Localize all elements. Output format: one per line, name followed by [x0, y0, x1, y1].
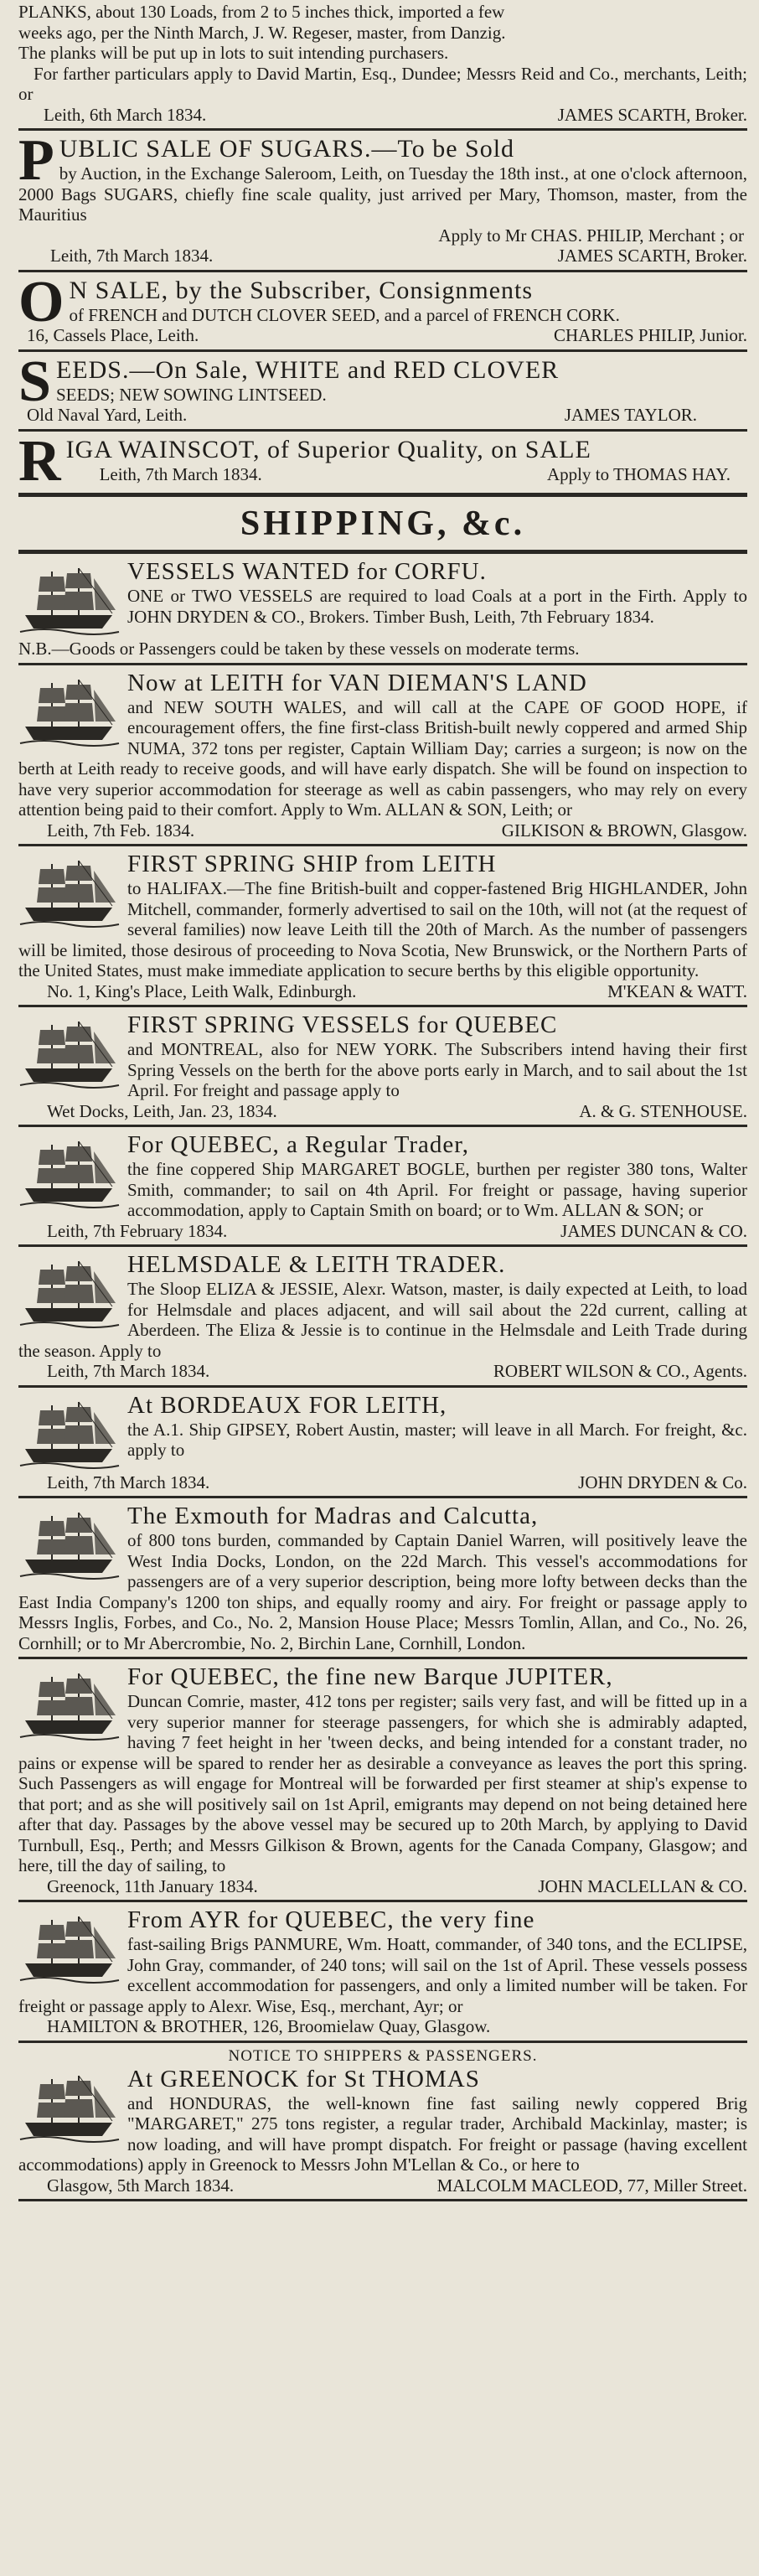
shipping-advert	[18, 1131, 747, 1241]
advert-signature	[18, 1361, 747, 1382]
advert-body: ONE or TWO VESSELS are required to load Coals at a port in the Firth. Apply to JOHN DRYDEN & CO., Brokers. Timber Bush, Leith, 7th February 1834.	[127, 586, 747, 627]
advert-body: Duncan Comrie, master, 412 tons per register; sails very fast, and will be fitted up in a very superior manner for steerage passengers, for which she is admirably adapted, having 7 feet height in her 'tween decks, and being intended for a constant trader, no pains or expense will be spared to render her as desirable a conveyance as leaves the port this spring. Such Passengers as will engage for Montreal will be forwarded per first steamer at ship's expense to that port; and as she will positively sail on 1st April, emigrants may depend on not being detained here after that day. Passages by the above vessel may be secured up to 20th March, by applying to David Turnbull, Esq., Perth; and Messrs Gilkison & Brown, agents for the Canada Company, Glasgow; and here, till the day of sailing, to	[18, 1691, 747, 1875]
shipping-advert	[18, 1392, 747, 1493]
sugars-signature	[18, 246, 747, 266]
planks-line4: For farther particulars apply to David Martin, Esq., Dundee; Messrs Reid and Co., merchants, Leith; or	[18, 63, 747, 104]
planks-line1: PLANKS, about 130 Loads, from 2 to 5 inches thick, imported a few	[18, 2, 505, 22]
advert-heading: HELMSDALE & LEITH TRADER.	[127, 1251, 506, 1278]
seeds-heading: EEDS.—On Sale, WHITE and RED CLOVER	[55, 355, 560, 384]
sugars-drop-cap: P	[18, 128, 54, 193]
sugars-body: by Auction, in the Exchange Saleroom, Leith, on Tuesday the 18th inst., at one o'clock afternoon, 2000 Bags SUGARS, chiefly fine scale quality, just arrived per Mary, Thomson, master, from the Mauritius	[18, 163, 747, 225]
seeds-advert	[18, 349, 747, 426]
divider	[18, 1657, 747, 1659]
advert-signature	[18, 820, 747, 841]
divider	[18, 270, 747, 272]
clover-signature	[18, 325, 747, 346]
shipping-advert	[18, 2047, 747, 2196]
ship-icon	[18, 2069, 121, 2146]
ship-icon	[18, 854, 121, 931]
advert-sign-left: No. 1, King's Place, Leith Walk, Edinburgh.	[47, 980, 357, 1001]
divider	[18, 844, 747, 846]
advert-signature	[18, 2016, 747, 2037]
shipping-section-title: SHIPPING, &c.	[240, 504, 526, 543]
ship-icon	[18, 1667, 121, 1744]
riga-signature	[66, 464, 747, 485]
advert-sign-right: MALCOLM MACLEOD, 77, Miller Street.	[436, 2175, 747, 2196]
riga-heading: IGA WAINSCOT, of Superior Quality, on SALE	[65, 435, 591, 463]
ship-icon	[18, 1506, 121, 1583]
advert-sign-left: Greenock, 11th January 1834.	[47, 1875, 258, 1896]
sugars-sign-right: JAMES SCARTH, Broker.	[557, 246, 747, 266]
advert-notice: NOTICE TO SHIPPERS & PASSENGERS.	[228, 2046, 538, 2065]
advert-heading: For QUEBEC, the fine new Barque JUPITER,	[127, 1663, 613, 1690]
advert-heading: Now at LEITH for VAN DIEMAN'S LAND	[127, 669, 587, 696]
ship-icon	[18, 561, 121, 639]
divider	[18, 429, 747, 432]
sugars-advert	[18, 128, 747, 266]
divider	[18, 663, 747, 665]
ship-icon	[18, 673, 121, 750]
riga-drop-cap: R	[18, 428, 61, 494]
clover-heading: N SALE, by the Subscriber, Consignments	[69, 276, 534, 304]
sugars-apply-text: Apply to Mr CHAS. PHILIP, Merchant ; or	[438, 225, 744, 246]
ship-icon	[18, 1135, 121, 1212]
advert-body: The Sloop ELIZA & JESSIE, Alexr. Watson, master, is daily expected at Leith, to load for Helmsdale and places adjacent, and will sail about the 22d current, calling at Aberdeen. The Eliza & Jessie is to continue in the Helmsdale and Leith Trade during the season. Apply to	[18, 1279, 747, 1361]
sugars-sign-left: Leith, 7th March 1834.	[50, 246, 214, 266]
divider	[18, 1005, 747, 1007]
advert-body: to HALIFAX.—The fine British-built and copper-fastened Brig HIGHLANDER, John Mitchell, commander, formerly advertised to sail on the 10th, will not (at the request of several families) now leave Leith till the 20th of March. As the number of passengers will be limited, those desirous of proceeding to Nova Scotia, New Brunswick, or the Northern Parts of the United States, must make immediate application to secure berths by this eligible opportunity.	[18, 878, 747, 980]
planks-signature	[18, 105, 747, 126]
riga-advert	[18, 428, 747, 494]
ship-icon	[18, 1910, 121, 1987]
divider	[18, 1125, 747, 1127]
shipping-advert	[18, 1251, 747, 1382]
advert-body: and MONTREAL, also for NEW YORK. The Subscribers intend having their first Spring Vessels on the berth for the above ports early in March, and to sail about the 1st April. For freight and passage apply to	[127, 1039, 747, 1100]
advert-body: and NEW SOUTH WALES, and will call at the CAPE OF GOOD HOPE, if encouragement offers, the fine first-class British-built newly coppered and armed Ship NUMA, 372 tons per register, Captain William Day; carries a surgeon; is now on the berth at Leith ready to receive goods, and will have early dispatch. She will be found on inspection to have very superior accommodation for steerage as well as cabin passengers, who may rely on every attention being paid to their comfort. Apply to Wm. ALLAN & SON, Leith; or	[18, 696, 747, 820]
riga-sign-right: Apply to THOMAS HAY.	[547, 463, 731, 484]
advert-sign-left: Leith, 7th March 1834.	[47, 1472, 210, 1492]
seeds-signature	[18, 405, 747, 426]
advert-heading: From AYR for QUEBEC, the very fine	[127, 1906, 535, 1933]
shipping-advert	[18, 1663, 747, 1896]
shipping-advert	[18, 1503, 747, 1653]
advert-note: N.B.—Goods or Passengers could be taken by these vessels on moderate terms.	[18, 639, 580, 659]
advert-sign-right: JOHN MACLELLAN & CO.	[538, 1875, 747, 1896]
advert-body: the fine coppered Ship MARGARET BOGLE, burthen per register 380 tons, Walter Smith, commander; to sail on 4th April. For freight or passage, having superior accommodation, apply to Captain Smith on board; or to Wm. ALLAN & SON; or	[127, 1159, 747, 1220]
advert-sign-right: ROBERT WILSON & CO., Agents.	[493, 1361, 747, 1381]
planks-sign-left: Leith, 6th March 1834.	[44, 104, 207, 125]
shipping-advert	[18, 1011, 747, 1121]
planks-advert	[18, 0, 747, 125]
seeds-drop-cap: S	[18, 349, 51, 414]
clover-drop-cap: O	[18, 269, 65, 334]
sugars-apply	[18, 225, 747, 246]
planks-line3: The planks will be put up in lots to suit intending purchasers.	[18, 43, 449, 63]
riga-sign-left: Leith, 7th March 1834.	[99, 463, 262, 484]
advert-signature	[18, 1472, 747, 1493]
clover-sign-right: CHARLES PHILIP, Junior.	[553, 325, 747, 345]
advert-body: fast-sailing Brigs PANMURE, Wm. Hoatt, commander, of 340 tons, and the ECLIPSE, John Gray, commander, of 240 tons; will sail on the 1st of April. These vessels possess excellent accommodation for passengers, and only a limited number will be taken. For freight or passage apply to Alexr. Wise, Esq., merchant, Ayr; or	[18, 1934, 747, 2016]
divider	[18, 1244, 747, 1247]
seeds-sign-left: Old Naval Yard, Leith.	[27, 405, 188, 425]
advert-sign-right: GILKISON & BROWN, Glasgow.	[501, 820, 747, 841]
advert-heading: FIRST SPRING SHIP from LEITH	[127, 851, 497, 877]
shipping-advert	[18, 670, 747, 841]
clover-advert	[18, 269, 747, 346]
clover-sign-left: 16, Cassels Place, Leith.	[27, 325, 199, 345]
advert-sign-left: Glasgow, 5th March 1834.	[47, 2175, 235, 2196]
advert-heading: For QUEBEC, a Regular Trader,	[127, 1131, 470, 1158]
advert-sign-left: Leith, 7th March 1834.	[47, 1361, 210, 1381]
advert-heading: At BORDEAUX FOR LEITH,	[127, 1391, 447, 1419]
advert-sign-right: JOHN DRYDEN & Co.	[578, 1472, 747, 1492]
shipping-advert	[18, 851, 747, 1001]
advert-sign-left: Leith, 7th February 1834.	[47, 1220, 228, 1241]
advert-sign-right: M'KEAN & WATT.	[607, 980, 747, 1001]
advert-body: of 800 tons burden, commanded by Captain Daniel Warren, will positively leave the West India Docks, London, on the 22d March. This vessel's accommodations for passengers are of a very superior description, being more lofty between decks than the East India Company's 1200 ton ships, and equally roomy and airy. For freight or passage apply to Messrs Inglis, Forbes, and Co., No. 2, Mansion House Place; Messrs Tomlin, Allan, and Co., No. 26, Cornhill; or to Mr Abercrombie, No. 2, Birchin Lane, Cornhill, London.	[18, 1530, 747, 1653]
advert-body: and HONDURAS, the well-known fine fast sailing newly coppered Brig "MARGARET," 275 tons register, a regular trader, Archibald Mackinlay, master; is now loading, and will have prompt dispatch. For freight or passage (having excellent accommodations) apply in Greenock to Messrs John M'Lellan & Co., or here to	[18, 2092, 747, 2175]
divider	[18, 1496, 747, 1498]
advert-body: the A.1. Ship GIPSEY, Robert Austin, master; will leave in all March. For freight, &c. apply to	[127, 1419, 747, 1460]
shipping-advert	[18, 1906, 747, 2037]
divider	[18, 349, 747, 352]
advert-signature	[18, 1221, 747, 1242]
advert-heading: FIRST SPRING VESSELS for QUEBEC	[127, 1011, 558, 1038]
advert-sign-right: A. & G. STENHOUSE.	[579, 1100, 747, 1121]
planks-sign-right: JAMES SCARTH, Broker.	[557, 104, 747, 125]
seeds-body: SEEDS; NEW SOWING LINTSEED.	[55, 384, 327, 405]
advert-signature	[18, 1101, 747, 1122]
divider	[18, 1900, 747, 1902]
sugars-heading: UBLIC SALE OF SUGARS.—To be Sold	[59, 135, 515, 163]
shipping-adverts	[18, 558, 747, 2201]
divider	[18, 1385, 747, 1388]
divider	[18, 2041, 747, 2043]
ship-icon	[18, 1395, 121, 1472]
advert-sign-right: JAMES DUNCAN & CO.	[560, 1220, 747, 1241]
advert-sign-left: Wet Docks, Leith, Jan. 23, 1834.	[47, 1100, 277, 1121]
divider	[18, 2199, 747, 2201]
seeds-sign-right: JAMES TAYLOR.	[564, 405, 697, 425]
ship-icon	[18, 1015, 121, 1092]
advert-sign-left: HAMILTON & BROTHER, 126, Broomielaw Quay, Glasgow.	[47, 2016, 491, 2036]
advert-signature	[18, 981, 747, 1002]
planks-line2: weeks ago, per the Ninth March, J. W. Regeser, master, from Danzig.	[18, 22, 506, 43]
divider	[18, 128, 747, 131]
advert-heading: At GREENOCK for St THOMAS	[127, 2065, 480, 2092]
ship-icon	[18, 1254, 121, 1332]
shipping-advert	[18, 558, 747, 660]
advert-sign-left: Leith, 7th Feb. 1834.	[47, 820, 195, 841]
divider	[18, 493, 747, 497]
advert-signature	[18, 2175, 747, 2196]
advert-signature	[18, 1876, 747, 1897]
advert-heading: VESSELS WANTED for CORFU.	[127, 558, 487, 585]
clover-body: of FRENCH and DUTCH CLOVER SEED, and a parcel of FRENCH CORK.	[69, 304, 620, 325]
divider	[18, 550, 747, 554]
advert-heading: The Exmouth for Madras and Calcutta,	[127, 1503, 539, 1529]
